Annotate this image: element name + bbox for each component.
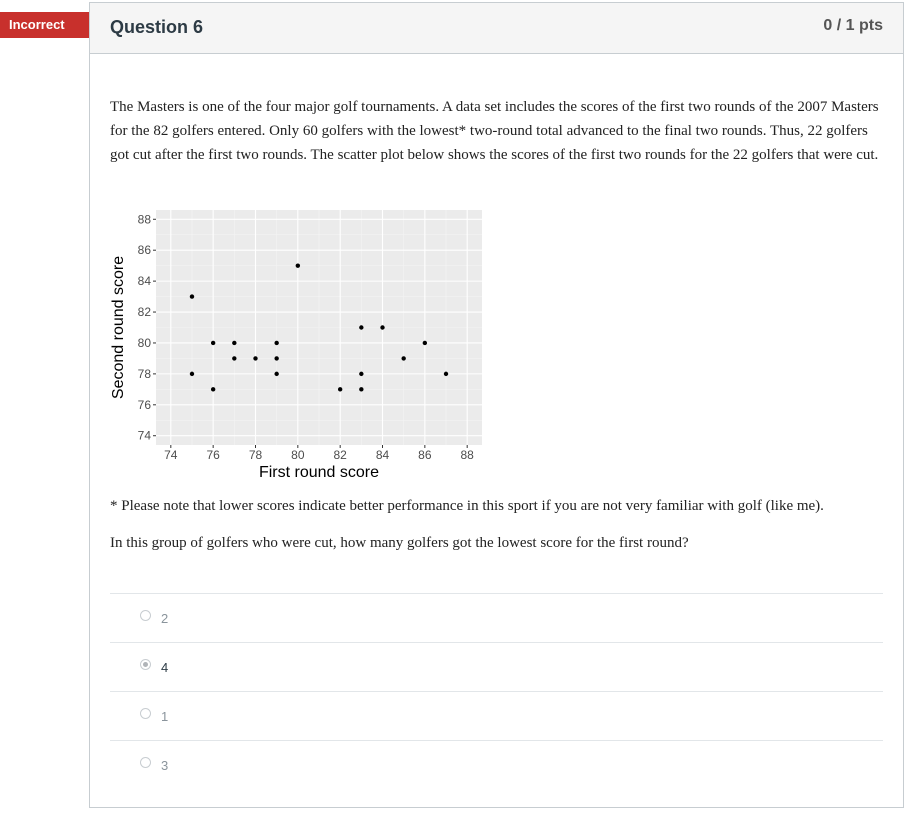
answer-list xyxy=(110,593,883,789)
x-tick-label: 76 xyxy=(206,448,220,462)
data-point xyxy=(380,325,384,329)
answer-label: 3 xyxy=(161,758,169,773)
data-point xyxy=(190,294,194,298)
data-point xyxy=(401,356,405,360)
data-point xyxy=(444,372,448,376)
y-tick-label: 82 xyxy=(137,305,151,320)
data-point xyxy=(359,372,363,376)
answer-option[interactable] xyxy=(110,593,883,642)
data-point xyxy=(211,341,215,345)
answer-option[interactable] xyxy=(110,642,883,691)
x-tick-label: 86 xyxy=(418,448,432,462)
data-point xyxy=(359,325,363,329)
question-points: 0 / 1 pts xyxy=(823,17,883,34)
y-tick-label: 84 xyxy=(137,274,151,289)
data-point xyxy=(232,356,236,360)
data-point xyxy=(232,341,236,345)
answer-label: 4 xyxy=(161,660,169,675)
answer-label: 2 xyxy=(161,611,169,626)
y-tick-label: 88 xyxy=(137,212,151,227)
data-point xyxy=(274,372,278,376)
data-point xyxy=(296,263,300,267)
radio-button[interactable] xyxy=(140,610,151,621)
data-point xyxy=(190,372,194,376)
x-tick-label: 84 xyxy=(375,448,390,462)
y-tick-label: 74 xyxy=(137,428,151,443)
data-point xyxy=(253,356,257,360)
question-card xyxy=(89,2,904,808)
y-tick-label: 76 xyxy=(137,397,151,412)
answer-label: 1 xyxy=(161,709,169,724)
y-tick-label: 78 xyxy=(137,366,151,381)
status-badge: Incorrect xyxy=(0,12,92,38)
radio-button[interactable] xyxy=(140,708,151,719)
data-point xyxy=(423,341,427,345)
data-point xyxy=(274,356,278,360)
question-note: * Please note that lower scores indicate better performance in this sport if you are not very familiar with golf (like me). xyxy=(110,498,824,514)
question-header xyxy=(90,3,903,54)
answer-option[interactable] xyxy=(110,691,883,740)
data-point xyxy=(274,341,278,345)
data-point xyxy=(211,387,215,391)
x-tick-label: 74 xyxy=(164,448,178,462)
data-point xyxy=(359,387,363,391)
x-tick-label: 78 xyxy=(248,448,263,462)
x-tick-label: 80 xyxy=(291,448,305,462)
radio-button[interactable] xyxy=(140,659,151,670)
x-tick-label: 82 xyxy=(333,448,347,462)
question-prompt: In this group of golfers who were cut, how many golfers got the lowest score for the first round? xyxy=(110,535,689,551)
y-tick-label: 86 xyxy=(137,243,151,258)
x-axis-label: First round score xyxy=(258,464,380,481)
question-text: The Masters is one of the four major golf tournaments. A data set includes the scores of the first two rounds of the 2007 Masters for the 82 golfers entered. Only 60 golfers with the lowest* two-round total advanced to the final two rounds. Thus, 22 golfers got cut after the first two rounds. The scatter plot below shows the scores of the first two rounds for the 22 golfers that were cut. xyxy=(110,99,879,163)
y-axis-label: Second round score xyxy=(110,255,127,400)
question-title: Question 6 xyxy=(110,17,204,37)
data-point xyxy=(338,387,342,391)
scatter-chart xyxy=(110,206,482,481)
answer-option[interactable] xyxy=(110,740,883,789)
radio-button[interactable] xyxy=(140,757,151,768)
x-tick-label: 88 xyxy=(460,448,474,462)
y-tick-label: 80 xyxy=(137,335,151,350)
